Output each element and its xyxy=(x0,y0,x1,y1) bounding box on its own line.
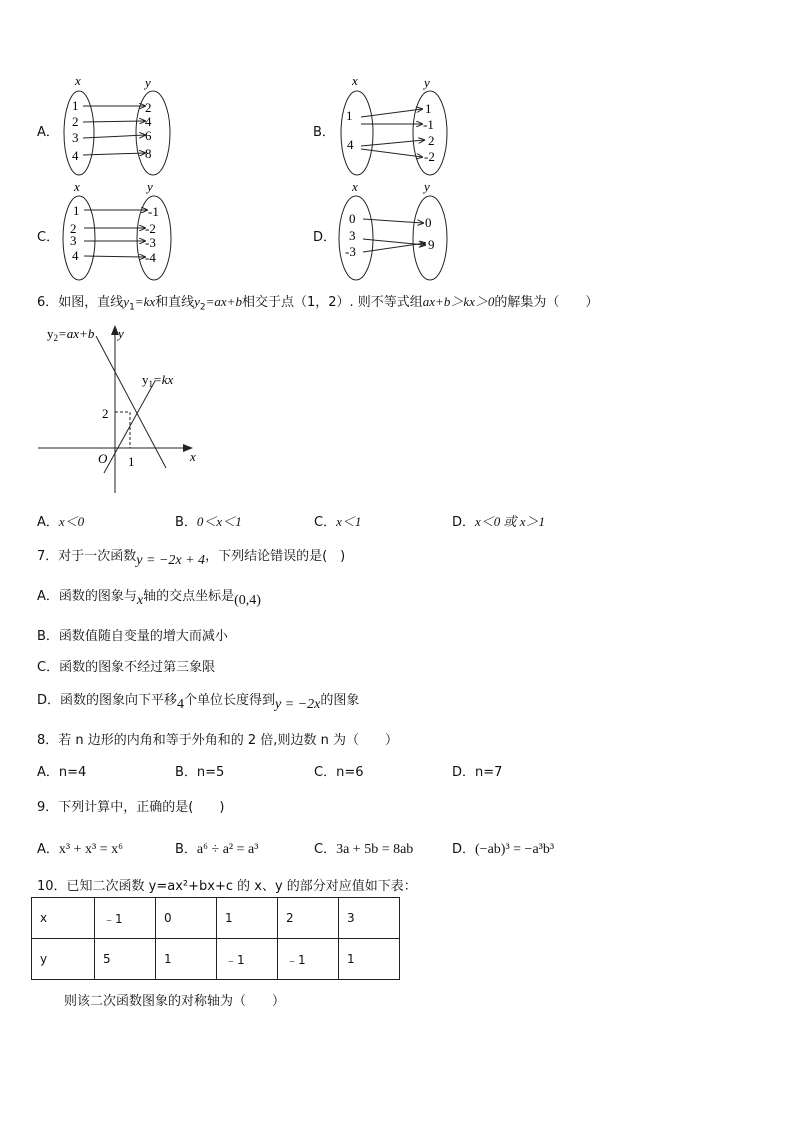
x-item: 4 xyxy=(347,137,354,152)
x-item: 1 xyxy=(346,108,353,123)
y-item: 2 xyxy=(145,100,152,115)
q9-option-d[interactable]: D．(−ab)³ = −a³b³ xyxy=(452,842,555,857)
table-cell: ﹣1 xyxy=(278,939,339,980)
question-8-stem: 8．若 n 边形的内角和等于外角和的 2 倍,则边数 n 为（ ） xyxy=(37,733,398,748)
y-item: -2 xyxy=(145,221,156,236)
mapping-diagram-d xyxy=(330,177,460,287)
y-item: -2 xyxy=(424,149,435,164)
x-item: 3 xyxy=(70,233,77,248)
option-letter: C． xyxy=(37,230,60,245)
question-7-stem: 7．对于一次函数y = −2x + 4，下列结论错误的是( ) xyxy=(37,549,346,568)
table-cell: 2 xyxy=(278,898,339,939)
y-set-label: y xyxy=(424,75,430,90)
tick-label-x: 1 xyxy=(128,454,135,469)
table-cell: 3 xyxy=(339,898,400,939)
y-item: 2 xyxy=(428,133,435,148)
x-item: 2 xyxy=(70,221,77,236)
value-table xyxy=(31,897,400,980)
q9-option-b[interactable]: B．a⁶ ÷ a² = a³ xyxy=(175,842,259,857)
mapping-diagram-a xyxy=(55,72,185,182)
label-y2: $y_2=ax+b$ xyxy=(47,326,95,343)
axis-label-y: y xyxy=(118,326,124,341)
option-letter: B． xyxy=(313,125,335,140)
mapping-arrow xyxy=(83,121,145,122)
y-item: 4 xyxy=(145,114,152,129)
y-item: 8 xyxy=(145,146,152,161)
q8-option-c[interactable]: C．n=6 xyxy=(314,765,364,780)
x-set-label: x xyxy=(74,179,80,194)
x-item: 3 xyxy=(72,130,79,145)
table-row xyxy=(32,939,400,980)
q7-option-b[interactable]: B．函数值随自变量的增大而减小 xyxy=(37,629,228,644)
label-y1: $y_1=kx$ xyxy=(142,372,174,389)
q8-option-b[interactable]: B．n=5 xyxy=(175,765,225,780)
x-item: 4 xyxy=(72,148,79,163)
question-9-stem: 9．下列计算中，正确的是( ) xyxy=(37,800,225,815)
mapping-arrow xyxy=(361,140,424,146)
y-item: 1 xyxy=(425,101,432,116)
y-item: 9 xyxy=(428,237,435,252)
q9-option-c[interactable]: C．3a + 5b = 8ab xyxy=(314,842,414,857)
q6-option-b[interactable]: B．0＜x＜1 xyxy=(175,514,242,530)
x-set-label: x xyxy=(352,73,358,88)
question-10-stem: 10．已知二次函数 y=ax²+bx+c 的 x、y 的部分对应值如下表： xyxy=(37,879,417,894)
table-cell: 1 xyxy=(339,939,400,980)
question-6-stem: 6．如图，直线$y_1=kx$和直线$y_2=ax+b$相交于点（1，2）. 则不等式组ax+b＞kx＞0的解集为（ ） xyxy=(37,294,599,313)
y-set-label: y xyxy=(145,75,151,90)
x-item: 2 xyxy=(72,114,79,129)
y-set-label: y xyxy=(424,179,430,194)
x-item: -3 xyxy=(345,244,356,259)
q8-option-a[interactable]: A．n=4 xyxy=(37,765,87,780)
q9-option-a[interactable]: A．x³ + x³ = x⁶ xyxy=(37,842,123,857)
table-cell: x xyxy=(32,898,95,939)
option-letter: A． xyxy=(37,125,59,140)
x-item: 1 xyxy=(72,98,79,113)
option-letter: D． xyxy=(313,230,337,245)
mapping-diagram-b xyxy=(330,72,460,182)
q6-option-a[interactable]: A．x＜0 xyxy=(37,514,85,530)
x-item: 0 xyxy=(349,211,356,226)
x-item: 1 xyxy=(73,203,80,218)
q7-option-a[interactable]: A．函数的图象与x轴的交点坐标是(0,4) xyxy=(37,589,261,608)
x-set-ellipse xyxy=(339,196,373,280)
mapping-diagram-c xyxy=(55,177,185,287)
x-set-label: x xyxy=(352,179,358,194)
y-set-ellipse xyxy=(136,91,170,175)
table-row xyxy=(32,898,400,939)
question-10-follow: 则该二次函数图象的对称轴为（ ） xyxy=(64,994,286,1009)
table-cell: ﹣1 xyxy=(217,939,278,980)
y-item: 6 xyxy=(145,128,152,143)
y-set-label: y xyxy=(147,179,153,194)
q7-option-d[interactable]: D．函数的图象向下平移4个单位长度得到y = −2x的图象 xyxy=(37,693,360,712)
table-cell: 0 xyxy=(156,898,217,939)
q6-option-d[interactable]: D．x＜0 或 x＞1 xyxy=(452,514,546,530)
table-cell: 1 xyxy=(156,939,217,980)
tick-label-y: 2 xyxy=(102,406,109,421)
x-item: 4 xyxy=(72,248,79,263)
table-cell: y xyxy=(32,939,95,980)
x-set-ellipse xyxy=(341,91,373,175)
table-cell: 5 xyxy=(95,939,156,980)
q6-graph xyxy=(30,318,210,498)
y-item: -4 xyxy=(145,250,156,265)
x-item: 3 xyxy=(349,228,356,243)
y-item: -1 xyxy=(423,117,434,132)
origin-label: O xyxy=(98,451,108,466)
y-item: 0 xyxy=(425,215,432,230)
table-cell: 1 xyxy=(217,898,278,939)
q7-option-c[interactable]: C．函数的图象不经过第三象限 xyxy=(37,660,216,675)
x-set-ellipse xyxy=(64,91,94,175)
table-cell: ﹣1 xyxy=(95,898,156,939)
y-item: -3 xyxy=(145,235,156,250)
q6-option-c[interactable]: C．x＜1 xyxy=(314,514,362,530)
y-item: -1 xyxy=(148,204,159,219)
axis-label-x: x xyxy=(190,449,196,464)
x-set-label: x xyxy=(75,73,81,88)
q8-option-d[interactable]: D．n=7 xyxy=(452,765,503,780)
